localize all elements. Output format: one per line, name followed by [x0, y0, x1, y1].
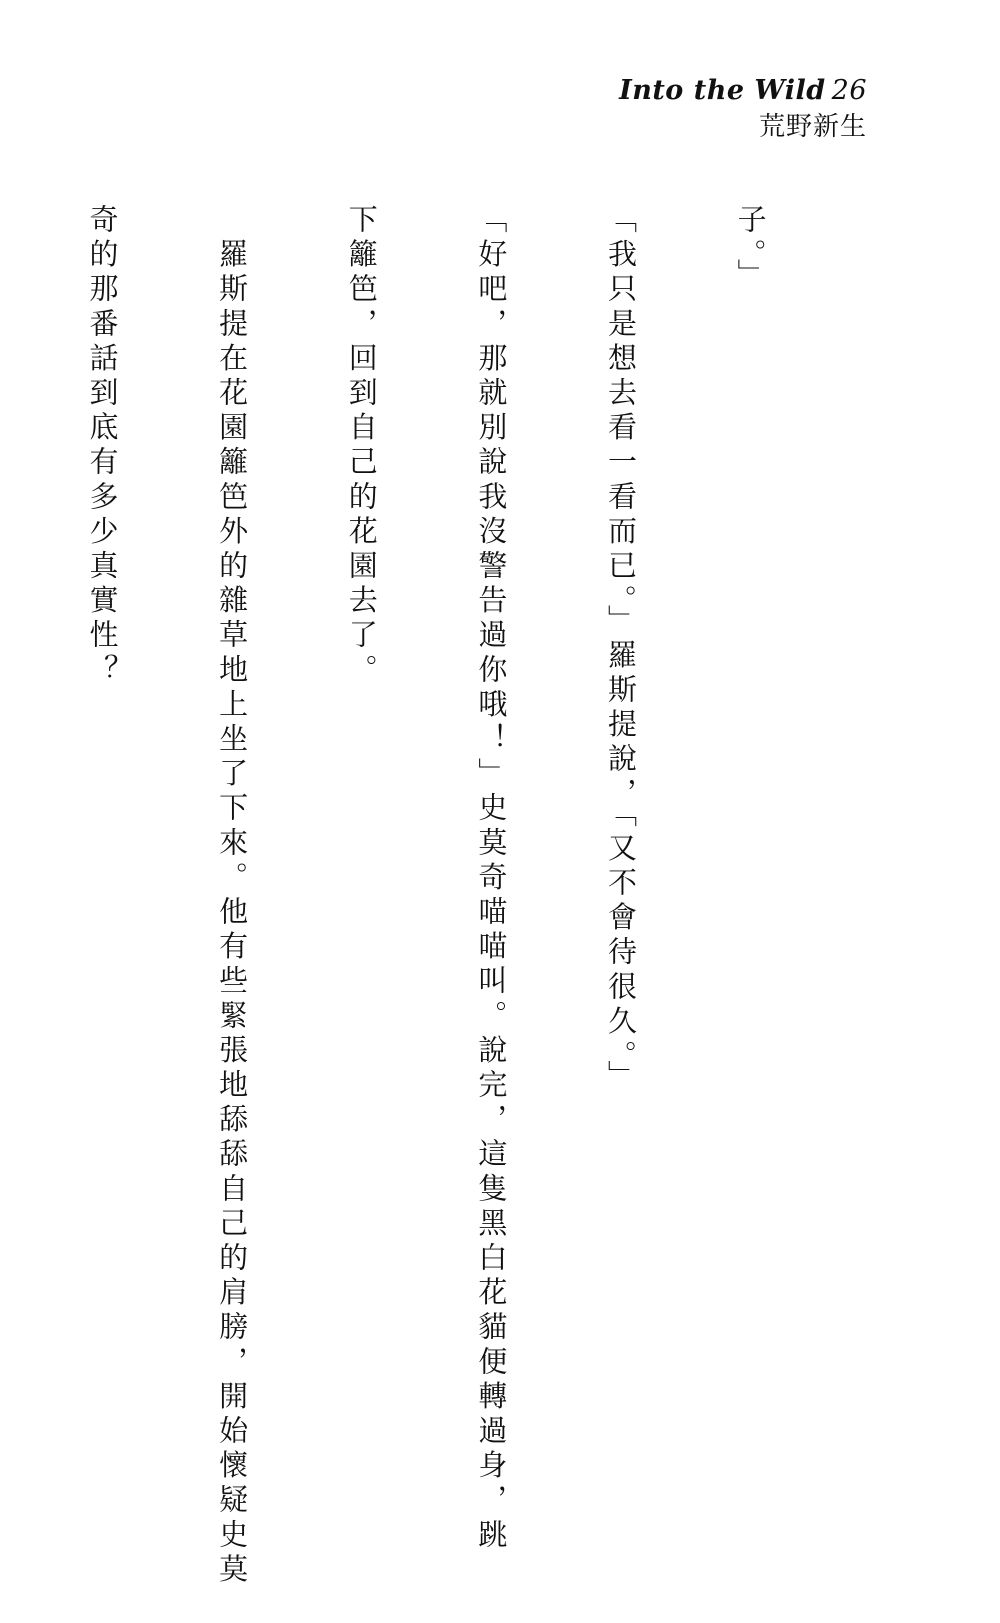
page-number: 26 — [831, 75, 867, 106]
page-header — [619, 74, 867, 144]
text-column: 子。」 — [733, 204, 768, 294]
book-title-zh: 荒野新生 — [758, 112, 867, 142]
running-title-en — [619, 74, 867, 108]
text-column: 「好吧，那就別說我沒警告過你哦！」史莫奇喵喵叫。說完，這隻黑白花貓便轉過身，跳 — [474, 204, 509, 1554]
text-column: 奇的那番話到底有多少真實性？ — [85, 204, 120, 689]
text-column: 羅斯提在花園籬笆外的雜草地上坐了下來。他有些緊張地舔舔自己的肩膀，開始懷疑史莫 — [215, 204, 250, 1588]
text-column: 「我只是想去看一看而已。」羅斯提說，「又不會待很久。」 — [603, 204, 638, 1095]
text-column: 下籬笆，回到自己的花園去了。 — [344, 204, 379, 689]
body-text — [0, 204, 858, 1588]
book-title-en: Into the Wild — [619, 75, 826, 106]
